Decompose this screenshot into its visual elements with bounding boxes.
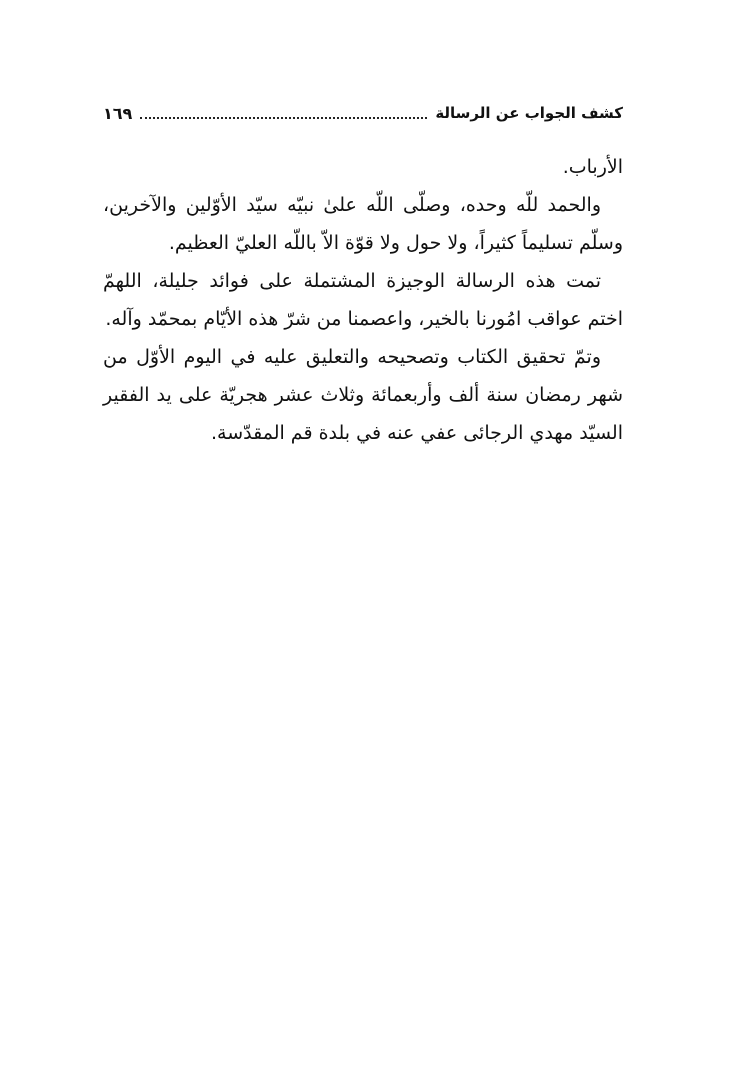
paragraph-1: الأرباب. — [562, 156, 623, 178]
page-number: ١٦٩ — [103, 103, 133, 123]
header-title: كشف الجواب عن الرسالة — [435, 104, 623, 122]
header-leader-dots — [140, 117, 427, 119]
body-text — [103, 148, 623, 452]
paragraph-2: والحمد للّه وحده، وصلّى اللّه علىٰ نبيّه سيّد الأوّلين والآخرين، وسلّم تسليماً كثيراً، ولا حول ولا قوّة الاّ باللّه العليّ العظيم. — [103, 194, 623, 254]
paragraph-3: تمت هذه الرسالة الوجيزة المشتملة على فوائد جليلة، اللهمّ اختم عواقب امُورنا بالخير، واعصمنا من شرّ هذه الأيّام بمحمّد وآله. — [103, 270, 623, 330]
running-header — [103, 98, 623, 128]
paragraph-4: وتمّ تحقيق الكتاب وتصحيحه والتعليق عليه في اليوم الأوّل من شهر رمضان سنة ألف وأربعمائة وثلاث عشر هجريّة على يد الفقير السيّد مهدي الرجائى عفي عنه في بلدة قم المقدّسة. — [103, 346, 623, 444]
